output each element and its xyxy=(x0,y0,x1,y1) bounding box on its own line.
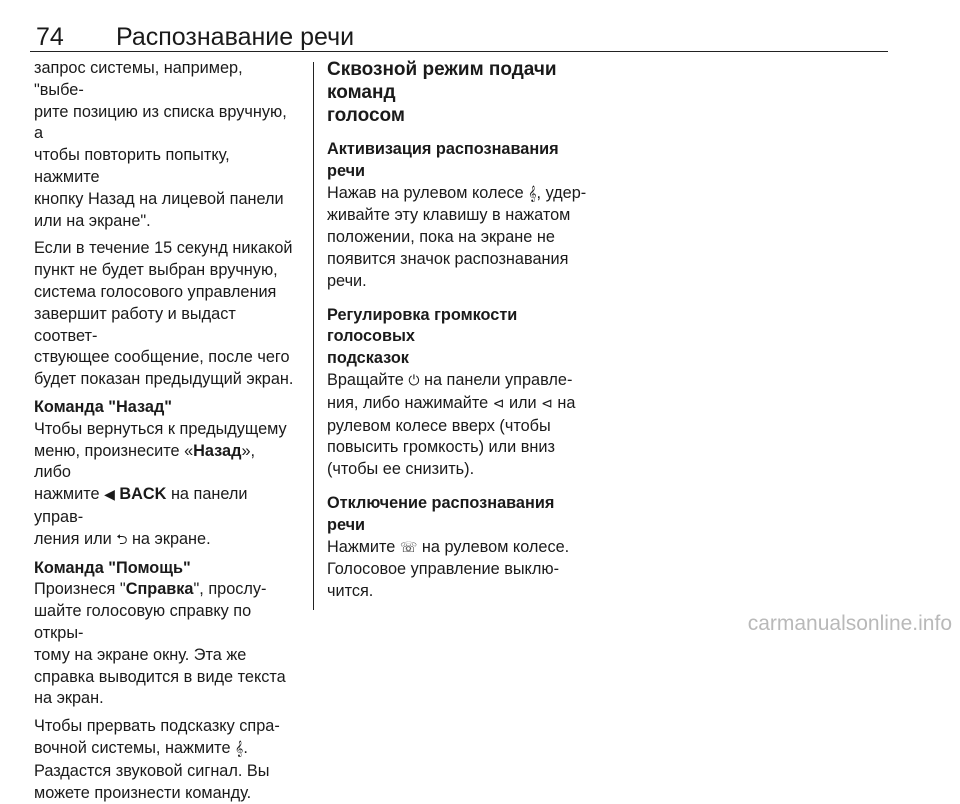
text-line: завершит работу и выдаст соответ- xyxy=(34,304,236,345)
text-run: на экране. xyxy=(127,529,211,548)
text-line: тому на экране окну. Эта же xyxy=(34,645,247,664)
text-run: ", прослу- xyxy=(193,580,267,599)
text-line: положении, пока на экране не xyxy=(327,228,555,247)
volume-up-icon: ⊲ xyxy=(492,395,505,412)
text-run: , удер- xyxy=(536,183,587,202)
text-line: запрос системы, например, "выбе- xyxy=(34,59,243,99)
text-run: меню, произнесите « xyxy=(34,441,194,460)
volume-paragraph xyxy=(327,370,589,481)
watermark: carmanualsonline.info xyxy=(747,612,952,635)
text-line: появится значок распознавания xyxy=(327,249,569,268)
disable-heading: Отключение распознавания речи xyxy=(327,493,555,534)
bold-command: Назад xyxy=(193,441,242,460)
title-line: Сквозной режим подачи команд xyxy=(327,59,557,103)
left-column xyxy=(34,58,296,804)
right-column xyxy=(327,58,589,603)
volume-down-icon: ⊲ xyxy=(541,395,553,412)
text-line: чтобы повторить попытку, нажмите xyxy=(34,146,230,186)
text-run: Произнеся " xyxy=(34,580,126,599)
text-run: на панели управ- xyxy=(34,485,248,526)
power-knob-icon: ⏻ xyxy=(408,372,420,389)
text-line: повысить громкость) или вниз xyxy=(327,438,555,457)
section-title xyxy=(327,58,589,127)
text-run: на рулевом колесе. xyxy=(417,537,570,556)
text-line: можете произнести команду. xyxy=(34,783,252,802)
back-command-paragraph xyxy=(34,419,296,552)
text-run: ления или xyxy=(34,529,117,548)
heading-line: подсказок xyxy=(327,349,409,368)
back-key-label: BACK xyxy=(119,485,167,504)
page-number: 74 xyxy=(36,23,64,51)
text-run: ния, либо нажимайте xyxy=(327,393,493,412)
text-line: Чтобы вернуться к предыдущему xyxy=(34,419,287,438)
text-line: речи. xyxy=(327,271,367,290)
text-line: Голосовое управление выклю- xyxy=(327,560,559,579)
text-line: или на экране". xyxy=(34,211,151,230)
column-divider xyxy=(313,62,314,610)
volume-heading xyxy=(327,305,589,370)
text-line: Раздастся звуковой сигнал. Вы xyxy=(34,761,270,780)
header-rule xyxy=(30,51,888,52)
back-triangle-icon: ◀ xyxy=(104,487,115,504)
timeout-paragraph xyxy=(34,238,296,391)
bold-command: Справка xyxy=(125,580,194,599)
voice-icon: 𝄞 xyxy=(528,185,537,202)
interrupt-paragraph xyxy=(34,716,296,804)
text-line: система голосового управления xyxy=(34,282,277,301)
page-header xyxy=(30,22,888,52)
intro-paragraph xyxy=(34,58,296,232)
text-line: пункт не будет выбран вручную, xyxy=(34,261,278,280)
text-line: кнопку Назад на лицевой панели xyxy=(34,189,284,208)
text-run: на панели управле- xyxy=(419,370,573,389)
text-line: на экран. xyxy=(34,689,104,708)
text-run: Нажав на рулевом колесе xyxy=(327,183,529,202)
text-line: справка выводится в виде текста xyxy=(34,667,286,686)
hang-up-icon: ☏ xyxy=(399,539,418,556)
text-run: Вращайте xyxy=(327,370,409,389)
voice-icon: 𝄞 xyxy=(235,740,244,757)
heading-line: Регулировка громкости голосовых xyxy=(327,305,518,346)
text-line: рите позицию из списка вручную, а xyxy=(34,102,287,143)
back-command-heading: Команда "Назад" xyxy=(34,397,173,416)
return-arrow-icon: ⮌ xyxy=(116,531,128,548)
help-command-paragraph xyxy=(34,579,296,710)
text-line: будет показан предыдущий экран. xyxy=(34,370,294,389)
text-line: рулевом колесе вверх (чтобы xyxy=(327,416,551,435)
disable-paragraph xyxy=(327,537,589,603)
text-run: на xyxy=(552,393,576,412)
text-line: живайте эту клавишу в нажатом xyxy=(327,206,571,225)
text-run: . xyxy=(243,738,248,757)
help-command-heading: Команда "Помощь" xyxy=(34,558,191,577)
text-line: ствующее сообщение, после чего xyxy=(34,348,290,367)
text-run: Нажмите xyxy=(327,537,400,556)
text-line: (чтобы ее снизить). xyxy=(327,460,475,479)
text-run: нажмите xyxy=(34,485,105,504)
text-run: », либо xyxy=(34,441,256,482)
text-run: вочной системы, нажмите xyxy=(34,738,236,757)
text-line: шайте голосовую справку по откры- xyxy=(34,602,252,642)
text-line: чится. xyxy=(327,582,374,601)
activate-heading: Активизация распознавания речи xyxy=(327,140,559,180)
text-run: или xyxy=(504,393,542,412)
text-line: Чтобы прервать подсказку спра- xyxy=(34,717,280,736)
activate-paragraph xyxy=(327,183,589,293)
page-title: Распознавание речи xyxy=(116,23,355,51)
text-line: Если в течение 15 секунд никакой xyxy=(34,239,293,258)
title-line: голосом xyxy=(327,105,405,126)
